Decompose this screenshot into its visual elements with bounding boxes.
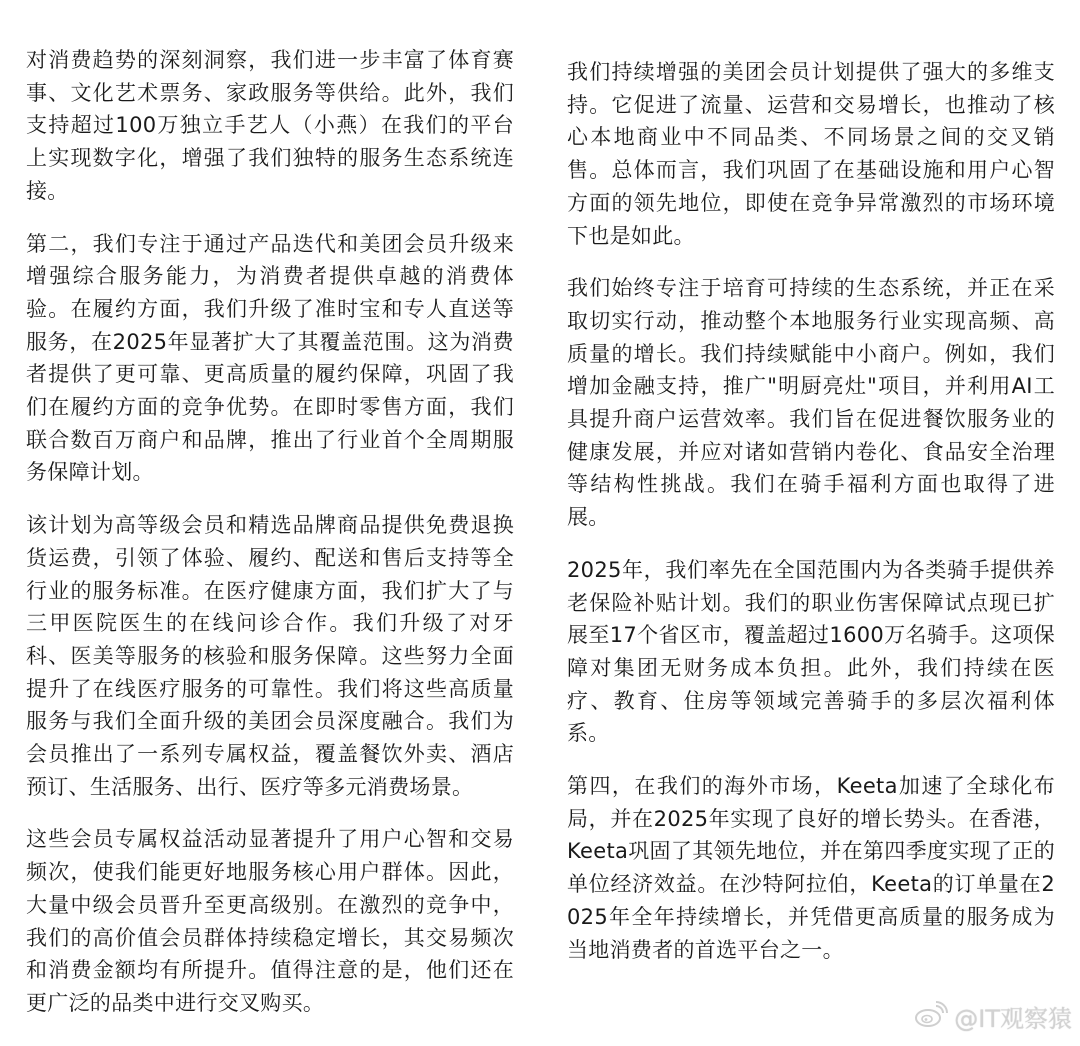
paragraph: 我们持续增强的美团会员计划提供了强大的多维支持。它促进了流量、运营和交易增长，也推动了核心本地商业中不同品类、不同场景之间的交叉销售。总体而言，我们巩固了在基础设施和用户心智方面的领先地位，即使在竞争异常激烈的市场环境下也是如此。 [567, 60, 1055, 248]
paragraph: 第二，我们专注于通过产品迭代和美团会员升级来增强综合服务能力，为消费者提供卓越的消费体验。在履约方面，我们升级了准时宝和专人直送等服务，在2025年显著扩大了其覆盖范围。这为消费者提供了更可靠、更高质量的履约保障，巩固了我们在履约方面的竞争优势。在即时零售方面，我们联合数百万商户和品牌，推出了行业首个全周期服务保障计划。 [26, 231, 514, 485]
paragraph: 该计划为高等级会员和精选品牌商品提供免费退换货运费，引领了体验、履约、配送和售后支持等全行业的服务标准。在医疗健康方面，我们扩大了与三甲医院医生的在线问诊合作。我们升级了对牙科、医美等服务的核验和服务保障。这些努力全面提升了在线医疗服务的可靠性。我们将这些高质量服务与我们全面升级的美团会员深度融合。我们为会员推出了一系列专属权益，覆盖餐饮外卖、酒店预订、生活服务、出行、医疗等多元消费场景。 [26, 513, 514, 799]
weibo-watermark [914, 999, 1072, 1034]
right-column [567, 56, 1055, 984]
paragraph: 对消费趋势的深刻洞察，我们进一步丰富了体育赛事、文化艺术票务、家政服务等供给。此外，我们支持超过100万独立手艺人（小燕）在我们的平台上实现数字化，增强了我们独特的服务生态系统连接。 [26, 48, 514, 203]
paragraph: 我们始终专注于培育可持续的生态系统，并正在采取切实行动，推动整个本地服务行业实现高频、高质量的增长。我们持续赋能中小商户。例如，我们增加金融支持，推广"明厨亮灶"项目，并利用AI工具提升商户运营效率。我们旨在促进餐饮服务业的健康发展，并应对诸如营销内卷化、食品安全治理等结构性挑战。我们在骑手福利方面也取得了进展。 [567, 276, 1055, 530]
paragraph: 2025年，我们率先在全国范围内为各类骑手提供养老保险补贴计划。我们的职业伤害保障试点现已扩展至17个省区市，覆盖超过1600万名骑手。这项保障对集团无财务成本负担。此外，我们持续在医疗、教育、住房等领域完善骑手的多层次福利体系。 [567, 557, 1055, 746]
paragraph: 第四，在我们的海外市场，Keeta加速了全球化布局，并在2025年实现了良好的增长势头。在香港，Keeta巩固了其领先地位，并在第四季度实现了正的单位经济效益。在沙特阿拉伯，Keeta的订单量在2025年全年持续增长，并凭借更高质量的服务成为当地消费者的首选平台之一。 [567, 774, 1055, 962]
left-column [26, 44, 514, 1040]
weibo-icon [914, 1000, 948, 1034]
paragraph: 这些会员专属权益活动显著提升了用户心智和交易频次，使我们能更好地服务核心用户群体。因此，大量中级会员晋升至更高级别。在激烈的竞争中，我们的高价值会员群体持续稳定增长，其交易频次和消费金额均有所提升。值得注意的是，他们还在更广泛的品类中进行交叉购买。 [26, 827, 514, 1015]
watermark-text: @IT观察猿 [954, 1005, 1072, 1033]
